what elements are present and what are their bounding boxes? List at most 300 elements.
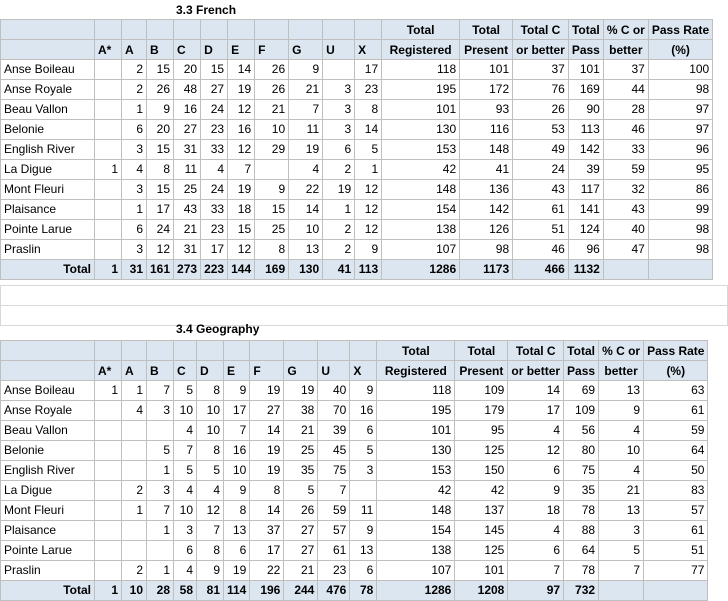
value-cell[interactable]: 13 — [224, 521, 250, 541]
value-cell[interactable]: 10 — [174, 501, 197, 521]
school-name-cell[interactable]: Praslin — [1, 561, 95, 581]
value-cell[interactable]: 144 — [228, 260, 255, 280]
column-header[interactable]: A — [122, 40, 147, 60]
value-cell[interactable]: 100 — [648, 60, 712, 80]
value-cell[interactable]: 2 — [122, 561, 147, 581]
column-header[interactable]: C — [174, 40, 201, 60]
value-cell[interactable] — [95, 441, 122, 461]
value-cell[interactable]: 118 — [377, 381, 455, 401]
value-cell[interactable]: 97 — [648, 100, 712, 120]
value-cell[interactable]: 31 — [122, 260, 147, 280]
value-cell[interactable]: 7 — [228, 160, 255, 180]
value-cell[interactable]: 23 — [355, 80, 382, 100]
value-cell[interactable]: 21 — [255, 100, 289, 120]
value-cell[interactable]: 24 — [201, 180, 228, 200]
value-cell[interactable]: 1 — [122, 100, 147, 120]
value-cell[interactable]: 6 — [224, 541, 250, 561]
value-cell[interactable]: 5 — [174, 381, 197, 401]
column-header[interactable]: (%) — [648, 40, 712, 60]
value-cell[interactable]: 7 — [197, 521, 224, 541]
value-cell[interactable]: 1 — [122, 200, 147, 220]
value-cell[interactable]: 27 — [250, 401, 284, 421]
value-cell[interactable]: 4 — [201, 160, 228, 180]
column-header[interactable]: A* — [95, 40, 122, 60]
school-name-cell[interactable]: Pointe Larue — [1, 220, 95, 240]
value-cell[interactable]: 23 — [201, 220, 228, 240]
header-corner-cell[interactable] — [1, 341, 95, 361]
value-cell[interactable]: 63 — [644, 381, 708, 401]
value-cell[interactable]: 3 — [147, 401, 174, 421]
value-cell[interactable]: 98 — [648, 80, 712, 100]
value-cell[interactable]: 6 — [122, 220, 147, 240]
column-header[interactable] — [147, 341, 174, 361]
column-header[interactable]: Total — [564, 341, 599, 361]
value-cell[interactable]: 124 — [568, 220, 603, 240]
column-header[interactable] — [224, 341, 250, 361]
value-cell[interactable]: 99 — [648, 200, 712, 220]
value-cell[interactable]: 16 — [174, 100, 201, 120]
column-header[interactable] — [250, 341, 284, 361]
value-cell[interactable]: 8 — [197, 381, 224, 401]
value-cell[interactable]: 142 — [568, 140, 603, 160]
value-cell[interactable]: 4 — [508, 421, 564, 441]
school-name-cell[interactable]: Belonie — [1, 441, 95, 461]
column-header[interactable] — [228, 20, 255, 40]
value-cell[interactable]: 77 — [644, 561, 708, 581]
value-cell[interactable]: 130 — [382, 120, 460, 140]
value-cell[interactable]: 80 — [564, 441, 599, 461]
column-header[interactable] — [95, 341, 122, 361]
value-cell[interactable]: 4 — [122, 401, 147, 421]
value-cell[interactable]: 1 — [147, 461, 174, 481]
value-cell[interactable]: 126 — [460, 220, 513, 240]
value-cell[interactable]: 6 — [323, 140, 355, 160]
value-cell[interactable]: 13 — [599, 381, 644, 401]
column-header[interactable]: G — [289, 40, 323, 60]
value-cell[interactable]: 19 — [250, 441, 284, 461]
column-header[interactable]: Pass — [564, 361, 599, 381]
column-header[interactable]: Pass — [568, 40, 603, 60]
value-cell[interactable]: 28 — [147, 581, 174, 601]
value-cell[interactable]: 7 — [289, 100, 323, 120]
school-name-cell[interactable]: La Digue — [1, 160, 95, 180]
column-header[interactable] — [95, 20, 122, 40]
school-name-cell[interactable]: Mont Fleuri — [1, 501, 95, 521]
value-cell[interactable]: 109 — [564, 401, 599, 421]
value-cell[interactable]: 43 — [603, 200, 648, 220]
value-cell[interactable]: 78 — [350, 581, 377, 601]
value-cell[interactable]: 13 — [599, 501, 644, 521]
value-cell[interactable]: 98 — [648, 240, 712, 260]
value-cell[interactable]: 76 — [513, 80, 569, 100]
value-cell[interactable]: 4 — [599, 421, 644, 441]
value-cell[interactable]: 4 — [174, 561, 197, 581]
value-cell[interactable]: 14 — [250, 501, 284, 521]
column-header[interactable]: G — [284, 361, 318, 381]
value-cell[interactable]: 24 — [201, 100, 228, 120]
value-cell[interactable]: 70 — [318, 401, 350, 421]
value-cell[interactable]: 2 — [122, 481, 147, 501]
value-cell[interactable]: 12 — [355, 180, 382, 200]
column-header[interactable]: Present — [460, 40, 513, 60]
value-cell[interactable]: 17 — [201, 240, 228, 260]
value-cell[interactable]: 172 — [460, 80, 513, 100]
value-cell[interactable]: 16 — [228, 120, 255, 140]
value-cell[interactable]: 1 — [95, 160, 122, 180]
value-cell[interactable]: 12 — [355, 200, 382, 220]
value-cell[interactable]: 7 — [318, 481, 350, 501]
column-header[interactable] — [122, 20, 147, 40]
value-cell[interactable]: 273 — [174, 260, 201, 280]
value-cell[interactable]: 161 — [147, 260, 174, 280]
column-header[interactable]: or better — [508, 361, 564, 381]
value-cell[interactable] — [95, 421, 122, 441]
value-cell[interactable]: 116 — [460, 120, 513, 140]
school-name-cell[interactable]: Beau Vallon — [1, 100, 95, 120]
value-cell[interactable]: 97 — [648, 120, 712, 140]
value-cell[interactable]: 12 — [355, 220, 382, 240]
value-cell[interactable]: 1286 — [382, 260, 460, 280]
value-cell[interactable]: 1 — [355, 160, 382, 180]
value-cell[interactable]: 137 — [455, 501, 508, 521]
value-cell[interactable]: 12 — [228, 140, 255, 160]
value-cell[interactable]: 4 — [599, 461, 644, 481]
value-cell[interactable]: 9 — [289, 60, 323, 80]
value-cell[interactable]: 138 — [382, 220, 460, 240]
value-cell[interactable]: 3 — [122, 180, 147, 200]
value-cell[interactable]: 95 — [648, 160, 712, 180]
value-cell[interactable]: 61 — [318, 541, 350, 561]
value-cell[interactable]: 96 — [568, 240, 603, 260]
value-cell[interactable]: 130 — [377, 441, 455, 461]
value-cell[interactable]: 153 — [382, 140, 460, 160]
value-cell[interactable]: 117 — [568, 180, 603, 200]
column-header[interactable]: better — [603, 40, 648, 60]
value-cell[interactable]: 33 — [201, 200, 228, 220]
value-cell[interactable]: 21 — [599, 481, 644, 501]
value-cell[interactable]: 14 — [508, 381, 564, 401]
value-cell[interactable]: 125 — [455, 441, 508, 461]
value-cell[interactable]: 35 — [284, 461, 318, 481]
column-header[interactable] — [318, 341, 350, 361]
value-cell[interactable]: 31 — [174, 240, 201, 260]
value-cell[interactable]: 142 — [460, 200, 513, 220]
header-corner-cell[interactable] — [1, 20, 95, 40]
column-header[interactable]: Total — [568, 20, 603, 40]
value-cell[interactable]: 223 — [201, 260, 228, 280]
column-header[interactable] — [147, 20, 174, 40]
value-cell[interactable]: 2 — [323, 240, 355, 260]
value-cell[interactable]: 39 — [318, 421, 350, 441]
value-cell[interactable]: 41 — [460, 160, 513, 180]
value-cell[interactable]: 46 — [513, 240, 569, 260]
value-cell[interactable]: 11 — [350, 501, 377, 521]
value-cell[interactable]: 14 — [228, 60, 255, 80]
value-cell[interactable]: 57 — [318, 521, 350, 541]
value-cell[interactable]: 4 — [508, 521, 564, 541]
value-cell[interactable] — [95, 100, 122, 120]
value-cell[interactable]: 4 — [197, 481, 224, 501]
value-cell[interactable]: 196 — [250, 581, 284, 601]
value-cell[interactable]: 14 — [289, 200, 323, 220]
value-cell[interactable]: 138 — [377, 541, 455, 561]
value-cell[interactable]: 107 — [382, 240, 460, 260]
value-cell[interactable]: 9 — [147, 100, 174, 120]
value-cell[interactable]: 10 — [122, 581, 147, 601]
value-cell[interactable]: 25 — [284, 441, 318, 461]
column-header[interactable]: Total — [455, 341, 508, 361]
value-cell[interactable]: 5 — [174, 461, 197, 481]
column-header[interactable]: U — [318, 361, 350, 381]
value-cell[interactable]: 5 — [599, 541, 644, 561]
value-cell[interactable]: 40 — [318, 381, 350, 401]
value-cell[interactable] — [122, 461, 147, 481]
value-cell[interactable]: 7 — [224, 421, 250, 441]
value-cell[interactable]: 39 — [568, 160, 603, 180]
value-cell[interactable]: 22 — [289, 180, 323, 200]
value-cell[interactable]: 38 — [284, 401, 318, 421]
value-cell[interactable]: 61 — [644, 401, 708, 421]
value-cell[interactable]: 1 — [95, 260, 122, 280]
value-cell[interactable] — [95, 240, 122, 260]
value-cell[interactable]: 15 — [147, 140, 174, 160]
value-cell[interactable]: 1 — [147, 521, 174, 541]
value-cell[interactable]: 43 — [513, 180, 569, 200]
value-cell[interactable]: 6 — [350, 561, 377, 581]
value-cell[interactable]: 12 — [147, 240, 174, 260]
column-header[interactable]: X — [355, 40, 382, 60]
value-cell[interactable]: 86 — [648, 180, 712, 200]
value-cell[interactable]: 17 — [224, 401, 250, 421]
value-cell[interactable]: 7 — [147, 381, 174, 401]
value-cell[interactable]: 27 — [201, 80, 228, 100]
column-header[interactable]: E — [224, 361, 250, 381]
value-cell[interactable]: 20 — [174, 60, 201, 80]
value-cell[interactable]: 43 — [174, 200, 201, 220]
value-cell[interactable]: 9 — [350, 381, 377, 401]
column-header[interactable]: Registered — [382, 40, 460, 60]
value-cell[interactable]: 50 — [644, 461, 708, 481]
value-cell[interactable]: 96 — [648, 140, 712, 160]
value-cell[interactable]: 16 — [350, 401, 377, 421]
value-cell[interactable]: 3 — [323, 100, 355, 120]
value-cell[interactable] — [95, 401, 122, 421]
column-header[interactable]: or better — [513, 40, 569, 60]
value-cell[interactable]: 7 — [508, 561, 564, 581]
column-header[interactable]: better — [599, 361, 644, 381]
value-cell[interactable]: 153 — [377, 461, 455, 481]
value-cell[interactable]: 33 — [201, 140, 228, 160]
value-cell[interactable]: 3 — [599, 521, 644, 541]
value-cell[interactable]: 6 — [508, 461, 564, 481]
value-cell[interactable]: 45 — [318, 441, 350, 461]
value-cell[interactable]: 3 — [323, 120, 355, 140]
value-cell[interactable]: 9 — [508, 481, 564, 501]
value-cell[interactable]: 4 — [174, 481, 197, 501]
column-header[interactable]: % C or — [603, 20, 648, 40]
value-cell[interactable]: 29 — [255, 140, 289, 160]
column-header[interactable] — [289, 20, 323, 40]
value-cell[interactable]: 4 — [289, 160, 323, 180]
value-cell[interactable]: 154 — [382, 200, 460, 220]
value-cell[interactable] — [95, 140, 122, 160]
value-cell[interactable]: 10 — [224, 461, 250, 481]
school-name-cell[interactable]: Praslin — [1, 240, 95, 260]
value-cell[interactable]: 53 — [513, 120, 569, 140]
value-cell[interactable]: 26 — [255, 60, 289, 80]
school-name-cell[interactable]: Anse Boileau — [1, 381, 95, 401]
value-cell[interactable]: 88 — [564, 521, 599, 541]
value-cell[interactable]: 59 — [603, 160, 648, 180]
column-header[interactable] — [174, 20, 201, 40]
column-header[interactable]: F — [250, 361, 284, 381]
value-cell[interactable]: 125 — [455, 541, 508, 561]
header-corner-cell[interactable] — [1, 361, 95, 381]
column-header[interactable]: X — [350, 361, 377, 381]
column-header[interactable]: C — [174, 361, 197, 381]
value-cell[interactable]: 22 — [250, 561, 284, 581]
value-cell[interactable]: 3 — [147, 481, 174, 501]
value-cell[interactable]: 32 — [603, 180, 648, 200]
column-header[interactable] — [255, 20, 289, 40]
value-cell[interactable]: 17 — [355, 60, 382, 80]
column-header[interactable]: Pass Rate — [644, 341, 708, 361]
value-cell[interactable]: 18 — [228, 200, 255, 220]
column-header[interactable]: B — [147, 40, 174, 60]
school-name-cell[interactable]: Anse Royale — [1, 401, 95, 421]
value-cell[interactable]: 6 — [350, 421, 377, 441]
value-cell[interactable]: 1173 — [460, 260, 513, 280]
value-cell[interactable] — [599, 581, 644, 601]
value-cell[interactable]: 5 — [350, 441, 377, 461]
value-cell[interactable]: 11 — [174, 160, 201, 180]
value-cell[interactable]: 7 — [147, 501, 174, 521]
value-cell[interactable]: 24 — [513, 160, 569, 180]
column-header[interactable]: Total C — [513, 20, 569, 40]
value-cell[interactable] — [603, 260, 648, 280]
value-cell[interactable]: 93 — [460, 100, 513, 120]
value-cell[interactable]: 19 — [250, 381, 284, 401]
value-cell[interactable]: 10 — [174, 401, 197, 421]
value-cell[interactable] — [95, 501, 122, 521]
value-cell[interactable]: 8 — [250, 481, 284, 501]
value-cell[interactable]: 118 — [382, 60, 460, 80]
value-cell[interactable]: 24 — [147, 220, 174, 240]
value-cell[interactable]: 179 — [455, 401, 508, 421]
column-header[interactable]: D — [201, 40, 228, 60]
value-cell[interactable]: 109 — [455, 381, 508, 401]
value-cell[interactable]: 59 — [644, 421, 708, 441]
value-cell[interactable]: 15 — [147, 60, 174, 80]
value-cell[interactable]: 13 — [350, 541, 377, 561]
value-cell[interactable]: 6 — [122, 120, 147, 140]
value-cell[interactable]: 59 — [318, 501, 350, 521]
school-name-cell[interactable]: Mont Fleuri — [1, 180, 95, 200]
column-header[interactable]: Total C — [508, 341, 564, 361]
value-cell[interactable]: 49 — [513, 140, 569, 160]
value-cell[interactable]: 5 — [197, 461, 224, 481]
value-cell[interactable]: 19 — [224, 561, 250, 581]
value-cell[interactable]: 64 — [644, 441, 708, 461]
value-cell[interactable]: 19 — [228, 180, 255, 200]
value-cell[interactable]: 6 — [508, 541, 564, 561]
value-cell[interactable]: 37 — [250, 521, 284, 541]
value-cell[interactable]: 12 — [197, 501, 224, 521]
value-cell[interactable]: 21 — [284, 561, 318, 581]
value-cell[interactable]: 476 — [318, 581, 350, 601]
value-cell[interactable]: 23 — [318, 561, 350, 581]
value-cell[interactable]: 44 — [603, 80, 648, 100]
column-header[interactable]: A — [122, 361, 147, 381]
column-header[interactable]: Registered — [377, 361, 455, 381]
column-header[interactable]: Total — [377, 341, 455, 361]
value-cell[interactable]: 4 — [122, 160, 147, 180]
value-cell[interactable]: 42 — [455, 481, 508, 501]
column-header[interactable]: % C or — [599, 341, 644, 361]
value-cell[interactable]: 27 — [174, 120, 201, 140]
value-cell[interactable]: 13 — [289, 240, 323, 260]
value-cell[interactable]: 42 — [382, 160, 460, 180]
value-cell[interactable]: 5 — [284, 481, 318, 501]
value-cell[interactable]: 61 — [644, 521, 708, 541]
value-cell[interactable]: 107 — [377, 561, 455, 581]
value-cell[interactable]: 9 — [197, 561, 224, 581]
value-cell[interactable]: 95 — [455, 421, 508, 441]
school-name-cell[interactable]: English River — [1, 461, 95, 481]
value-cell[interactable]: 466 — [513, 260, 569, 280]
value-cell[interactable]: 101 — [455, 561, 508, 581]
value-cell[interactable]: 12 — [228, 240, 255, 260]
value-cell[interactable]: 14 — [250, 421, 284, 441]
value-cell[interactable]: 6 — [174, 541, 197, 561]
value-cell[interactable]: 1 — [323, 200, 355, 220]
value-cell[interactable]: 27 — [284, 521, 318, 541]
value-cell[interactable]: 35 — [564, 481, 599, 501]
value-cell[interactable] — [95, 120, 122, 140]
value-cell[interactable]: 81 — [197, 581, 224, 601]
value-cell[interactable]: 1208 — [455, 581, 508, 601]
value-cell[interactable]: 61 — [513, 200, 569, 220]
value-cell[interactable]: 3 — [350, 461, 377, 481]
value-cell[interactable]: 15 — [147, 180, 174, 200]
value-cell[interactable]: 3 — [122, 240, 147, 260]
value-cell[interactable]: 28 — [603, 100, 648, 120]
value-cell[interactable]: 26 — [255, 80, 289, 100]
value-cell[interactable]: 42 — [377, 481, 455, 501]
value-cell[interactable]: 8 — [197, 441, 224, 461]
value-cell[interactable]: 1286 — [377, 581, 455, 601]
value-cell[interactable]: 150 — [455, 461, 508, 481]
value-cell[interactable] — [95, 220, 122, 240]
value-cell[interactable]: 56 — [564, 421, 599, 441]
value-cell[interactable]: 3 — [174, 521, 197, 541]
value-cell[interactable]: 9 — [224, 381, 250, 401]
value-cell[interactable]: 195 — [377, 401, 455, 421]
value-cell[interactable]: 25 — [174, 180, 201, 200]
value-cell[interactable]: 57 — [644, 501, 708, 521]
column-header[interactable]: E — [228, 40, 255, 60]
column-header[interactable]: (%) — [644, 361, 708, 381]
value-cell[interactable]: 17 — [508, 401, 564, 421]
value-cell[interactable]: 41 — [323, 260, 355, 280]
value-cell[interactable] — [95, 541, 122, 561]
value-cell[interactable]: 7 — [174, 441, 197, 461]
value-cell[interactable]: 114 — [224, 581, 250, 601]
column-header[interactable] — [350, 341, 377, 361]
column-header[interactable] — [122, 341, 147, 361]
value-cell[interactable]: 113 — [568, 120, 603, 140]
column-header[interactable]: D — [197, 361, 224, 381]
